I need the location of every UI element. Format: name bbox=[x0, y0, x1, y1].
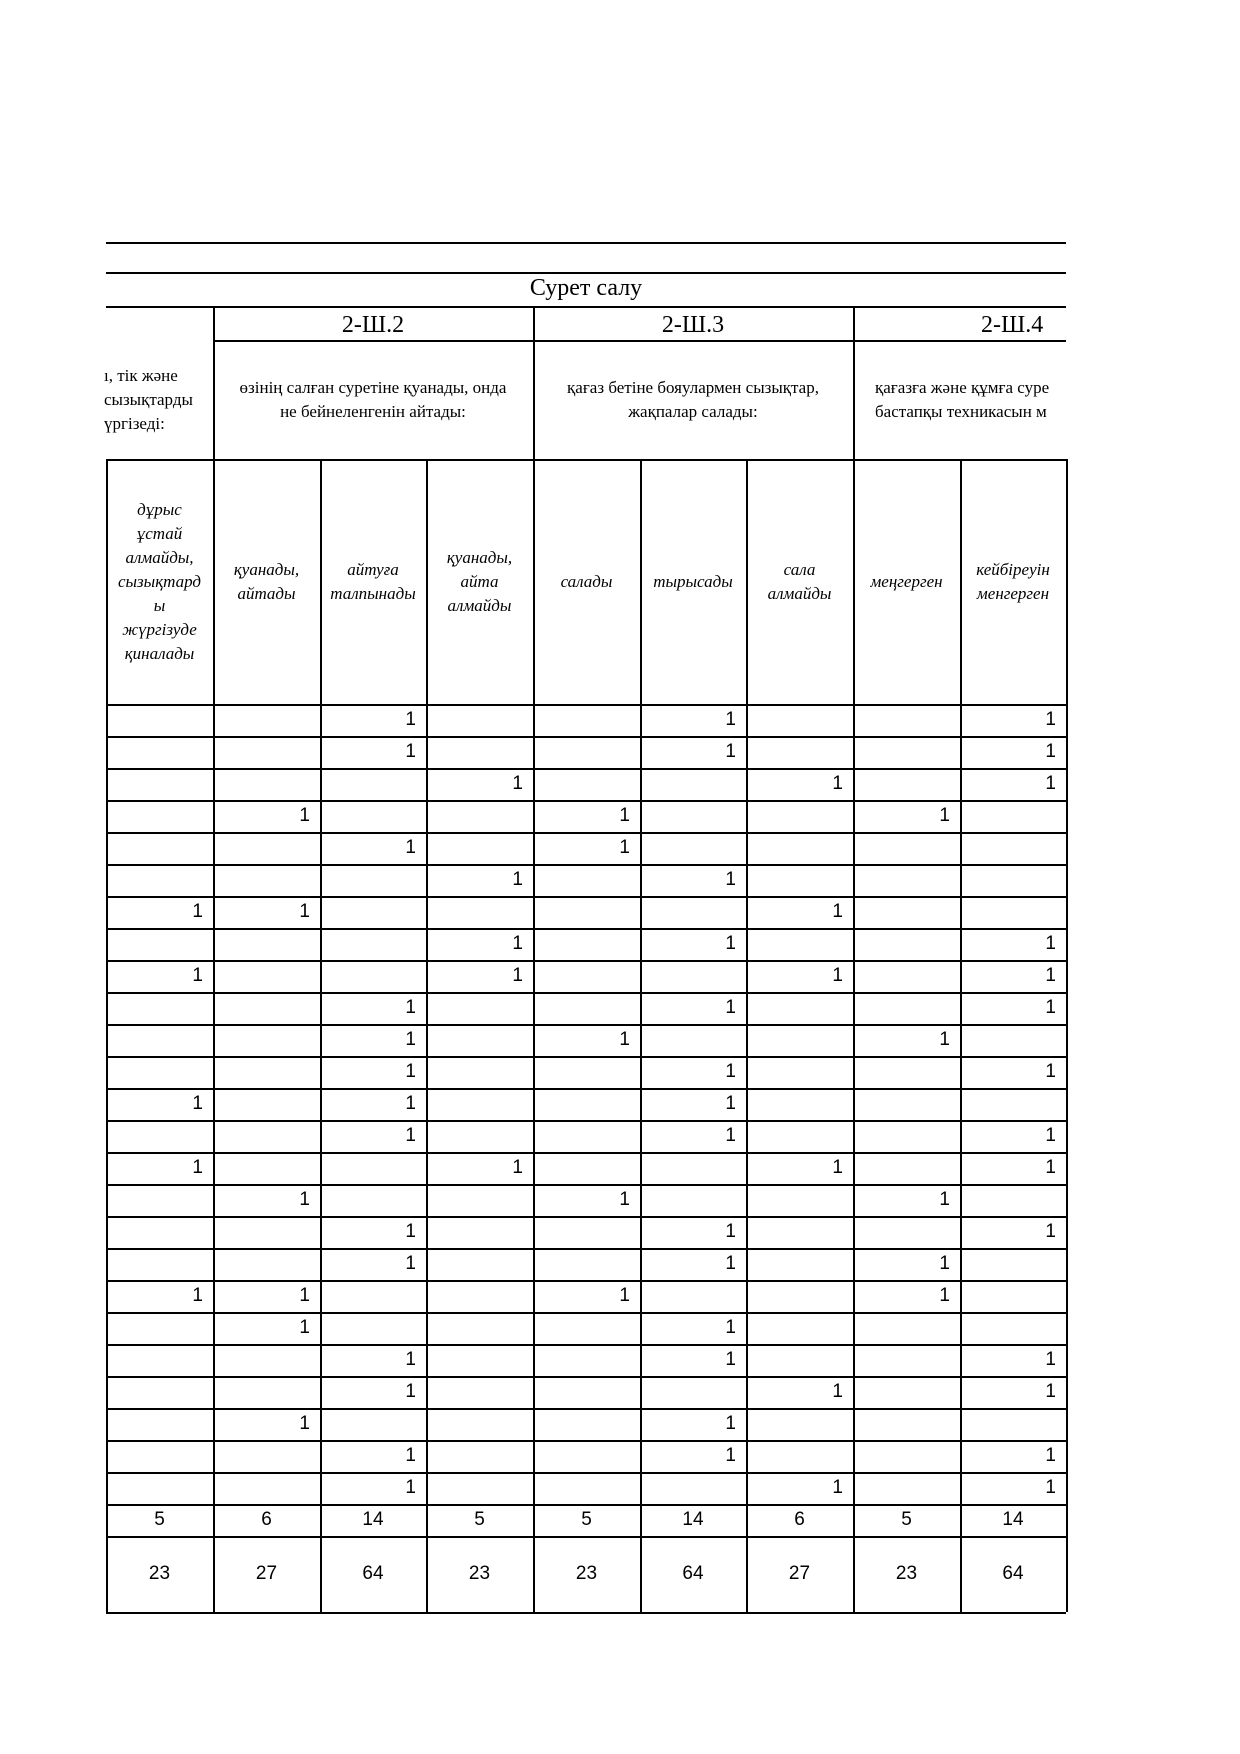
percent-cell: 23 bbox=[895, 1563, 918, 1584]
table-cell bbox=[320, 896, 416, 928]
rule-top-2 bbox=[106, 272, 1066, 274]
table-cell: 1 bbox=[405, 1093, 416, 1114]
table-cell: 1 bbox=[1045, 997, 1056, 1018]
table-cell bbox=[746, 928, 843, 960]
table-cell bbox=[106, 992, 203, 1024]
table-cell bbox=[640, 1152, 736, 1184]
table-cell bbox=[106, 1056, 203, 1088]
total-cell: 5 bbox=[901, 1509, 912, 1530]
table-cell bbox=[960, 800, 1056, 832]
table-cell bbox=[960, 896, 1056, 928]
table-cell bbox=[320, 800, 416, 832]
column-subheader: кейбіреуін менгерген bbox=[976, 559, 1050, 603]
table-cell: 1 bbox=[832, 1477, 843, 1498]
table-cell: 1 bbox=[299, 901, 310, 922]
table-cell: 1 bbox=[299, 1413, 310, 1434]
table-cell bbox=[106, 1408, 203, 1440]
table-cell bbox=[320, 1408, 416, 1440]
table-cell bbox=[533, 1248, 630, 1280]
table-cell: 1 bbox=[512, 933, 523, 954]
table-cell bbox=[640, 1376, 736, 1408]
table-cell bbox=[853, 1152, 950, 1184]
table-cell: 1 bbox=[405, 1445, 416, 1466]
table-cell bbox=[320, 864, 416, 896]
table-cell: 1 bbox=[725, 1413, 736, 1434]
column-subheader: қуанады, айтады bbox=[233, 559, 300, 603]
table-cell: 1 bbox=[939, 1029, 950, 1050]
table-cell bbox=[106, 928, 203, 960]
table-cell bbox=[106, 832, 203, 864]
table-cell bbox=[106, 1024, 203, 1056]
table-cell: 1 bbox=[192, 1093, 203, 1114]
table-cell bbox=[213, 768, 310, 800]
table-cell bbox=[426, 896, 523, 928]
table-cell bbox=[426, 1408, 523, 1440]
table-cell bbox=[960, 1248, 1056, 1280]
table-cell: 1 bbox=[725, 997, 736, 1018]
table-cell bbox=[746, 1120, 843, 1152]
table-cell bbox=[106, 704, 203, 736]
table-cell: 1 bbox=[1045, 1125, 1056, 1146]
table-cell: 1 bbox=[299, 1285, 310, 1306]
table-cell bbox=[853, 1408, 950, 1440]
total-cell: 6 bbox=[794, 1509, 805, 1530]
table-cell: 1 bbox=[405, 1061, 416, 1082]
table-cell bbox=[960, 832, 1056, 864]
group-code: 2-Ш.4 bbox=[981, 311, 1044, 338]
table-cell: 1 bbox=[1045, 709, 1056, 730]
table-cell: 1 bbox=[725, 741, 736, 762]
table-cell bbox=[853, 928, 950, 960]
table-cell bbox=[426, 1024, 523, 1056]
group-code: 2-Ш.2 bbox=[341, 311, 405, 338]
table-cell: 1 bbox=[725, 1317, 736, 1338]
table-cell bbox=[213, 1120, 310, 1152]
percent-cell: 64 bbox=[682, 1563, 704, 1584]
table-cell bbox=[960, 1088, 1056, 1120]
table-cell bbox=[533, 896, 630, 928]
table-cell: 1 bbox=[1045, 965, 1056, 986]
table-cell bbox=[320, 1312, 416, 1344]
column-subheader: меңгерген bbox=[870, 571, 943, 591]
table-cell: 1 bbox=[725, 1125, 736, 1146]
criteria-description: өзінің салған суретіне қуанады, онда не бейнеленгенін айтады: bbox=[239, 377, 507, 421]
table-cell bbox=[640, 832, 736, 864]
table-cell bbox=[853, 1312, 950, 1344]
table-cell bbox=[106, 1312, 203, 1344]
table-cell: 1 bbox=[405, 1029, 416, 1050]
table-cell bbox=[640, 1280, 736, 1312]
total-cell: 6 bbox=[261, 1509, 272, 1530]
table-cell bbox=[533, 1216, 630, 1248]
table-cell: 1 bbox=[832, 1157, 843, 1178]
table-cell bbox=[853, 1088, 950, 1120]
table-cell bbox=[853, 1472, 950, 1504]
group-code: 2-Ш.3 bbox=[661, 311, 725, 338]
table-cell bbox=[533, 768, 630, 800]
table-cell bbox=[106, 1216, 203, 1248]
table-cell: 1 bbox=[299, 1189, 310, 1210]
table-cell bbox=[213, 1472, 310, 1504]
table-cell: 1 bbox=[725, 1253, 736, 1274]
table-cell bbox=[106, 768, 203, 800]
total-cell: 14 bbox=[682, 1509, 704, 1530]
criteria-description: ı, тік және сызықтарды үргізеді: bbox=[104, 365, 193, 433]
table-cell bbox=[426, 992, 523, 1024]
table-cell: 1 bbox=[405, 1381, 416, 1402]
table-cell bbox=[213, 736, 310, 768]
table-cell bbox=[533, 1440, 630, 1472]
table-cell bbox=[640, 1024, 736, 1056]
rule-right bbox=[1066, 459, 1068, 1612]
table-cell: 1 bbox=[832, 773, 843, 794]
criteria-description: қағаз бетіне бояулармен сызықтар, жақпалар салады: bbox=[567, 377, 819, 421]
table-cell bbox=[853, 896, 950, 928]
table-cell bbox=[213, 1376, 310, 1408]
table-cell bbox=[213, 1056, 310, 1088]
table-cell bbox=[746, 1248, 843, 1280]
table-cell bbox=[213, 992, 310, 1024]
table-cell bbox=[426, 1280, 523, 1312]
total-cell: 5 bbox=[154, 1509, 165, 1530]
table-cell bbox=[960, 1408, 1056, 1440]
table-cell bbox=[533, 736, 630, 768]
table-cell: 1 bbox=[619, 805, 630, 826]
table-cell bbox=[106, 1344, 203, 1376]
table-cell bbox=[640, 768, 736, 800]
table-cell bbox=[213, 1152, 310, 1184]
table-cell bbox=[426, 832, 523, 864]
table-cell: 1 bbox=[1045, 1477, 1056, 1498]
table-cell: 1 bbox=[939, 1285, 950, 1306]
rule-bottom bbox=[106, 1612, 1066, 1614]
table-cell: 1 bbox=[192, 1157, 203, 1178]
column-subheader: дұрыс ұстай алмайды, сызықтард ы жүргізуде қиналады bbox=[117, 499, 202, 663]
table-cell: 1 bbox=[619, 1285, 630, 1306]
column-subheader: салады bbox=[560, 571, 613, 591]
section-title: Сурет салу bbox=[529, 274, 643, 301]
table-cell bbox=[853, 1216, 950, 1248]
table-cell bbox=[853, 1376, 950, 1408]
table-cell: 1 bbox=[512, 1157, 523, 1178]
table-cell bbox=[213, 960, 310, 992]
table-cell bbox=[746, 1056, 843, 1088]
table-cell: 1 bbox=[1045, 773, 1056, 794]
table-cell: 1 bbox=[725, 1349, 736, 1370]
table-cell bbox=[533, 928, 630, 960]
table-cell: 1 bbox=[725, 933, 736, 954]
table-cell: 1 bbox=[832, 965, 843, 986]
table-cell: 1 bbox=[405, 741, 416, 762]
table-cell bbox=[106, 1376, 203, 1408]
column-subheader: айтуға талпынады bbox=[330, 559, 416, 603]
table-cell bbox=[426, 1344, 523, 1376]
column-subheader: қуанады, айта алмайды bbox=[446, 547, 513, 615]
table-cell: 1 bbox=[725, 1445, 736, 1466]
table-cell: 1 bbox=[405, 1221, 416, 1242]
table-cell bbox=[746, 704, 843, 736]
table-cell bbox=[213, 928, 310, 960]
table-cell bbox=[853, 1344, 950, 1376]
table-cell bbox=[746, 992, 843, 1024]
table-cell: 1 bbox=[832, 1381, 843, 1402]
table-cell bbox=[746, 1184, 843, 1216]
table-cell bbox=[853, 704, 950, 736]
table-cell bbox=[320, 928, 416, 960]
table-cell: 1 bbox=[939, 1253, 950, 1274]
table-cell bbox=[320, 960, 416, 992]
table-cell: 1 bbox=[1045, 1061, 1056, 1082]
table-cell bbox=[106, 864, 203, 896]
criteria-description: қағазға және құмға суре бастапқы техникасын м bbox=[875, 377, 1050, 421]
table-cell bbox=[213, 1216, 310, 1248]
table-cell: 1 bbox=[405, 837, 416, 858]
table-cell bbox=[426, 1376, 523, 1408]
table-cell bbox=[533, 1312, 630, 1344]
table-cell bbox=[426, 1120, 523, 1152]
percent-cell: 23 bbox=[468, 1563, 491, 1584]
table-cell bbox=[533, 992, 630, 1024]
table-cell: 1 bbox=[619, 1029, 630, 1050]
table-cell bbox=[533, 1088, 630, 1120]
table-cell bbox=[746, 736, 843, 768]
table-cell bbox=[106, 1120, 203, 1152]
table-cell bbox=[746, 800, 843, 832]
table-cell: 1 bbox=[1045, 1157, 1056, 1178]
table-cell bbox=[106, 736, 203, 768]
table-cell bbox=[960, 1280, 1056, 1312]
table-cell bbox=[320, 1280, 416, 1312]
percent-cell: 23 bbox=[148, 1563, 171, 1584]
table-cell: 1 bbox=[512, 773, 523, 794]
table-cell bbox=[426, 1312, 523, 1344]
table-cell bbox=[213, 704, 310, 736]
table-cell: 1 bbox=[725, 709, 736, 730]
table-cell bbox=[533, 1056, 630, 1088]
table-cell bbox=[533, 960, 630, 992]
percent-cell: 27 bbox=[788, 1563, 811, 1584]
table-cell: 1 bbox=[1045, 1381, 1056, 1402]
table-cell bbox=[320, 768, 416, 800]
total-cell: 5 bbox=[581, 1509, 592, 1530]
table-cell bbox=[533, 1408, 630, 1440]
table-cell bbox=[640, 896, 736, 928]
table-cell bbox=[853, 1120, 950, 1152]
table-cell: 1 bbox=[299, 1317, 310, 1338]
table-cell: 1 bbox=[299, 805, 310, 826]
table-cell bbox=[426, 1216, 523, 1248]
table-cell: 1 bbox=[405, 1349, 416, 1370]
table-cell: 1 bbox=[405, 1125, 416, 1146]
percent-cell: 64 bbox=[1002, 1563, 1024, 1584]
table-cell bbox=[960, 1024, 1056, 1056]
table-cell: 1 bbox=[512, 869, 523, 890]
rule-top bbox=[106, 242, 1066, 244]
table-cell bbox=[853, 768, 950, 800]
table-cell: 1 bbox=[512, 965, 523, 986]
table-cell: 1 bbox=[192, 901, 203, 922]
table-cell bbox=[853, 1440, 950, 1472]
table-cell: 1 bbox=[1045, 1349, 1056, 1370]
table-cell: 1 bbox=[405, 1477, 416, 1498]
table-cell bbox=[426, 800, 523, 832]
total-cell: 14 bbox=[1002, 1509, 1024, 1530]
table-cell bbox=[426, 1184, 523, 1216]
table-cell bbox=[533, 1376, 630, 1408]
table-cell bbox=[426, 1088, 523, 1120]
table-cell: 1 bbox=[1045, 741, 1056, 762]
percent-cell: 64 bbox=[362, 1563, 384, 1584]
table-cell: 1 bbox=[619, 837, 630, 858]
percent-cell: 27 bbox=[255, 1563, 278, 1584]
table-cell bbox=[213, 1024, 310, 1056]
table-cell bbox=[426, 1248, 523, 1280]
table-cell: 1 bbox=[939, 1189, 950, 1210]
table-cell bbox=[640, 960, 736, 992]
table-cell bbox=[106, 1184, 203, 1216]
table-cell bbox=[106, 1472, 203, 1504]
table-cell bbox=[746, 1344, 843, 1376]
table-cell bbox=[320, 1152, 416, 1184]
table-cell bbox=[853, 736, 950, 768]
total-cell: 14 bbox=[362, 1509, 384, 1530]
table-cell bbox=[853, 960, 950, 992]
table-cell bbox=[746, 1216, 843, 1248]
table-cell bbox=[533, 1344, 630, 1376]
table-cell bbox=[640, 1472, 736, 1504]
table-cell bbox=[746, 1312, 843, 1344]
table-cell bbox=[213, 1344, 310, 1376]
table-cell bbox=[746, 864, 843, 896]
table-cell: 1 bbox=[405, 997, 416, 1018]
table-cell bbox=[106, 1248, 203, 1280]
table-cell bbox=[213, 1248, 310, 1280]
table-cell: 1 bbox=[1045, 1221, 1056, 1242]
table-cell bbox=[533, 1152, 630, 1184]
table-cell: 1 bbox=[405, 1253, 416, 1274]
table-cell bbox=[960, 1184, 1056, 1216]
table-cell bbox=[746, 1088, 843, 1120]
table-cell bbox=[213, 864, 310, 896]
table-cell bbox=[746, 832, 843, 864]
table-cell bbox=[853, 864, 950, 896]
table-cell bbox=[533, 704, 630, 736]
table-cell bbox=[533, 864, 630, 896]
table-cell bbox=[746, 1024, 843, 1056]
table-cell: 1 bbox=[1045, 1445, 1056, 1466]
table-cell bbox=[106, 1440, 203, 1472]
table-cell bbox=[746, 1280, 843, 1312]
table-cell: 1 bbox=[939, 805, 950, 826]
table-cell bbox=[213, 1088, 310, 1120]
table-cell: 1 bbox=[725, 1061, 736, 1082]
table-cell: 1 bbox=[1045, 933, 1056, 954]
table-cell: 1 bbox=[192, 1285, 203, 1306]
table-cell bbox=[426, 704, 523, 736]
table-cell: 1 bbox=[725, 869, 736, 890]
column-subheader: тырысады bbox=[653, 571, 733, 591]
table-cell bbox=[960, 1312, 1056, 1344]
table-cell: 1 bbox=[832, 901, 843, 922]
table-cell: 1 bbox=[192, 965, 203, 986]
table-cell bbox=[213, 832, 310, 864]
table-cell: 1 bbox=[725, 1093, 736, 1114]
table-cell bbox=[640, 800, 736, 832]
table-cell bbox=[106, 800, 203, 832]
table-cell: 1 bbox=[405, 709, 416, 730]
table-cell bbox=[533, 1120, 630, 1152]
table-cell bbox=[746, 1408, 843, 1440]
table-cell bbox=[533, 1472, 630, 1504]
table-cell bbox=[960, 864, 1056, 896]
table-cell: 1 bbox=[619, 1189, 630, 1210]
total-cell: 5 bbox=[474, 1509, 485, 1530]
table-cell bbox=[853, 1056, 950, 1088]
table-cell bbox=[640, 1184, 736, 1216]
table-cell bbox=[426, 1440, 523, 1472]
percent-cell: 23 bbox=[575, 1563, 598, 1584]
table-cell: 1 bbox=[725, 1221, 736, 1242]
table-cell bbox=[426, 1056, 523, 1088]
table-cell bbox=[853, 832, 950, 864]
column-subheader: сала алмайды bbox=[767, 559, 832, 603]
table-cell bbox=[426, 1472, 523, 1504]
table-cell bbox=[853, 992, 950, 1024]
table-cell bbox=[426, 736, 523, 768]
table-cell bbox=[746, 1440, 843, 1472]
table-cell bbox=[320, 1184, 416, 1216]
table-cell bbox=[213, 1440, 310, 1472]
